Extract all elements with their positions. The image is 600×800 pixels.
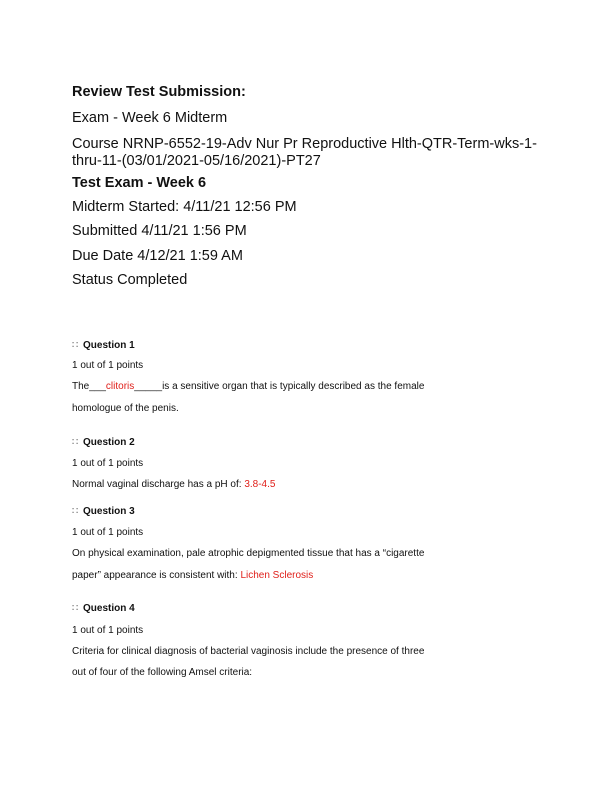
question-4-text-line-2: out of four of the following Amsel criteria: xyxy=(72,667,253,678)
question-3-points: 1 out of 1 points xyxy=(72,527,144,538)
question-1-label: Question 1 xyxy=(83,340,135,351)
question-1-answer: clitoris xyxy=(105,381,135,392)
question-2-label: Question 2 xyxy=(83,437,135,448)
course-line-1: Course NRNP-6552-19-Adv Nur Pr Reproductive Hlth-QTR-Term-wks-1- xyxy=(72,136,537,152)
question-4-text: Criteria for clinical diagnosis of bacterial vaginosis include the presence of three xyxy=(72,646,425,657)
list-marker-icon: ∷ xyxy=(72,506,79,517)
due-date: Due Date 4/12/21 1:59 AM xyxy=(72,248,243,264)
test-title: Test Exam - Week 6 xyxy=(72,175,207,191)
list-marker-icon: ∷ xyxy=(72,603,79,614)
question-3-text: On physical examination, pale atrophic depigmented tissue that has a “cigarette xyxy=(72,548,425,559)
question-1-text: The___clitoris_____is a sensitive organ that is typically described as the female xyxy=(72,381,425,392)
course-line-2: thru-11-(03/01/2021-05/16/2021)-PT27 xyxy=(72,153,321,169)
question-3-label: Question 3 xyxy=(83,506,135,517)
question-2-header xyxy=(72,437,135,449)
list-marker-icon: ∷ xyxy=(72,437,79,448)
question-3-header xyxy=(72,506,135,518)
review-title: Review Test Submission: xyxy=(72,84,246,100)
question-4-header xyxy=(72,603,135,615)
status: Status Completed xyxy=(72,272,188,288)
exam-name: Exam - Week 6 Midterm xyxy=(72,110,228,126)
question-2-points: 1 out of 1 points xyxy=(72,458,144,469)
question-3-text-line-2: paper” appearance is consistent with: Lichen Sclerosis xyxy=(72,570,314,581)
question-3-answer: Lichen Sclerosis xyxy=(240,570,314,581)
question-2-text: Normal vaginal discharge has a pH of: 3.8-4.5 xyxy=(72,479,276,490)
list-marker-icon: ∷ xyxy=(72,340,79,351)
submitted-time: Submitted 4/11/21 1:56 PM xyxy=(72,223,247,239)
question-2-answer: 3.8-4.5 xyxy=(244,479,276,490)
question-1-text-line-2: homologue of the penis. xyxy=(72,403,179,414)
question-4-points: 1 out of 1 points xyxy=(72,625,144,636)
question-1-points: 1 out of 1 points xyxy=(72,360,144,371)
question-4-label: Question 4 xyxy=(83,603,135,614)
started-time: Midterm Started: 4/11/21 12:56 PM xyxy=(72,199,297,215)
question-1-header xyxy=(72,340,135,352)
